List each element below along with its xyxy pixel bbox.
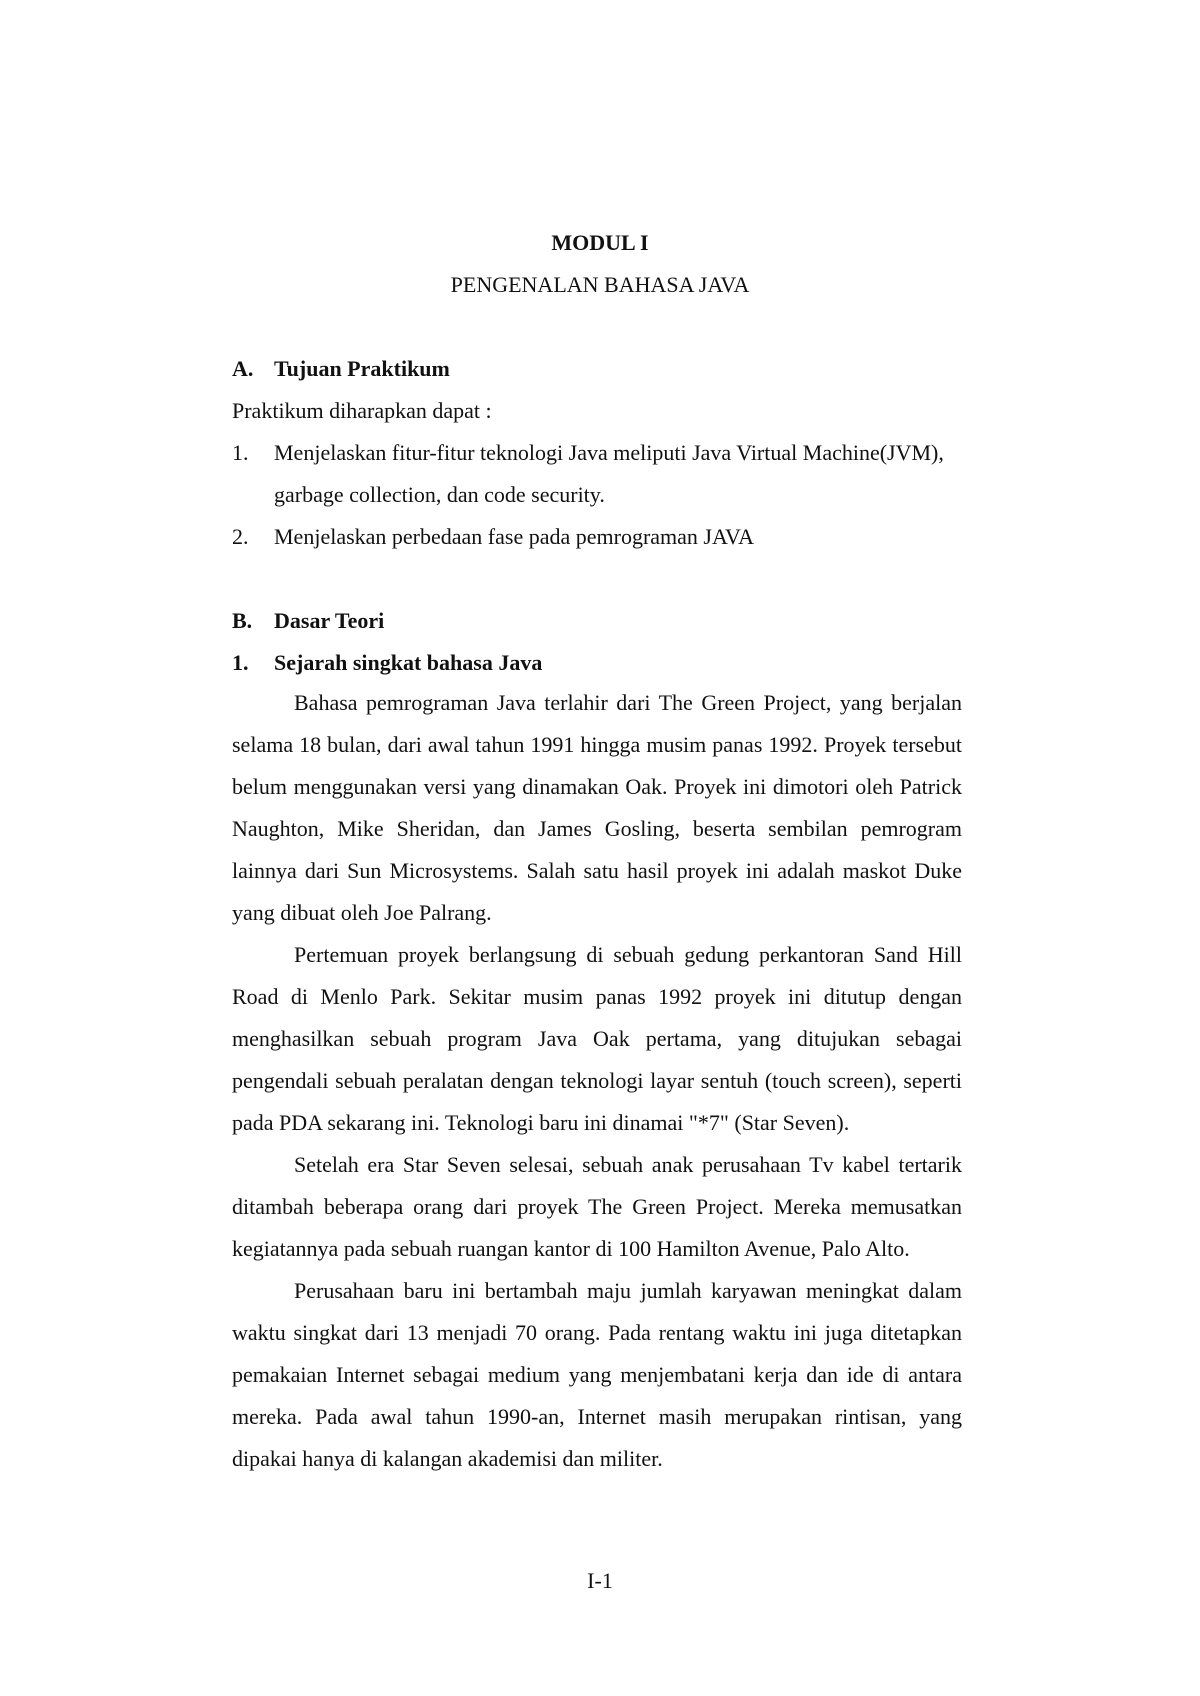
objective-item-2 bbox=[232, 524, 754, 550]
subsection-heading bbox=[232, 650, 542, 676]
subsection-title: Sejarah singkat bahasa Java bbox=[274, 650, 543, 675]
body-paragraph: Bahasa pemrograman Java terlahir dari The Green Project, yang berjalan selama 18 bulan, dari awal tahun 1991 hingga musim panas 1992. Proyek tersebut belum menggunakan versi yang dinamakan Oak. Proyek ini dimotori oleh Patrick Naughton, Mike Sheridan, dan James Gosling, beserta sembilan pemrogram lainnya dari Sun Microsystems. Salah satu hasil proyek ini adalah maskot Duke yang dibuat oleh Joe Palrang. bbox=[232, 690, 962, 925]
objective-number: 1. bbox=[232, 440, 249, 465]
subsection-number: 1. bbox=[232, 650, 249, 675]
section-a-intro: Praktikum diharapkan dapat : bbox=[232, 398, 492, 423]
page-title: PENGENALAN BAHASA JAVA bbox=[450, 272, 750, 297]
section-a-number: A. bbox=[232, 356, 254, 381]
section-a-title: Tujuan Praktikum bbox=[274, 356, 450, 381]
module-label: MODUL I bbox=[551, 230, 649, 255]
objective-text-continuation: garbage collection, dan code security. bbox=[274, 482, 605, 507]
section-b-title: Dasar Teori bbox=[274, 608, 385, 633]
body-paragraph: Perusahaan baru ini bertambah maju jumlah karyawan meningkat dalam waktu singkat dari 13 menjadi 70 orang. Pada rentang waktu ini juga ditetapkan pemakaian Internet sebagai medium yang menjembatani kerja dan ide di antara mereka. Pada awal tahun 1990-an, Internet masih merupakan rintisan, yang dipakai hanya di kalangan akademisi dan militer. bbox=[232, 1278, 962, 1471]
objective-item-1 bbox=[232, 440, 944, 466]
section-b-number: B. bbox=[232, 608, 253, 633]
body-paragraph: Setelah era Star Seven selesai, sebuah anak perusahaan Tv kabel tertarik ditambah beberapa orang dari proyek The Green Project. Mereka memusatkan kegiatannya pada sebuah ruangan kantor di 100 Hamilton Avenue, Palo Alto. bbox=[232, 1152, 962, 1261]
section-b-heading bbox=[232, 608, 384, 634]
section-a-heading bbox=[232, 356, 450, 382]
objective-text: Menjelaskan fitur-fitur teknologi Java meliputi Java Virtual Machine(JVM), bbox=[274, 440, 944, 465]
page-number: I-1 bbox=[587, 1568, 613, 1593]
body-paragraph: Pertemuan proyek berlangsung di sebuah gedung perkantoran Sand Hill Road di Menlo Park. Sekitar musim panas 1992 proyek ini ditutup dengan menghasilkan sebuah program Java Oak pertama, yang ditujukan sebagai pengendali sebuah peralatan dengan teknologi layar sentuh (touch screen), seperti pada PDA sekarang ini. Teknologi baru ini dinamai "*7" (Star Seven). bbox=[232, 942, 962, 1135]
objective-number: 2. bbox=[232, 524, 249, 549]
objective-text: Menjelaskan perbedaan fase pada pemrograman JAVA bbox=[274, 524, 754, 549]
